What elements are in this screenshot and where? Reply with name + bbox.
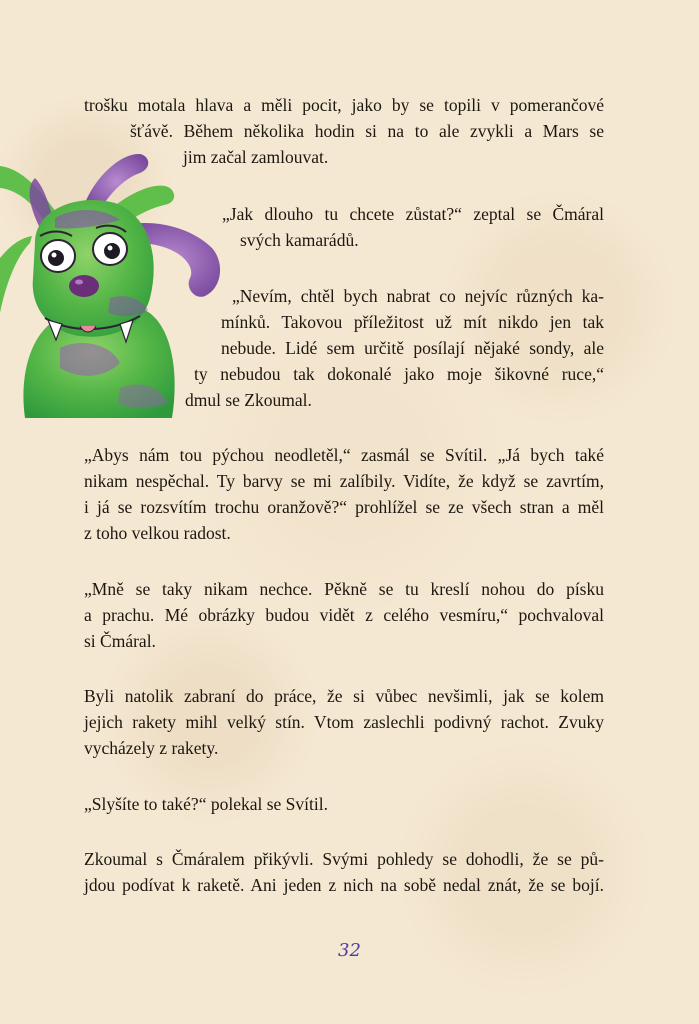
- text-line: dmul se Zkoumal.: [185, 390, 312, 410]
- text-line: Zkoumal s Čmáralem přikývli. Svými pohledy se dohodli, že se pů-: [84, 849, 604, 869]
- text-line: jejich rakety mihl velký stín. Vtom zaslechli podivný rachot. Zvuky: [84, 712, 604, 732]
- text-line: jdou podívat k raketě. Ani jeden z nich na sobě nedal znát, že se bojí.: [84, 875, 604, 895]
- text-line: z toho velkou radost.: [84, 523, 231, 543]
- text-line: šťávě. Během několika hodin si na to ale zvykli a Mars se: [130, 121, 604, 141]
- text-line: nebude. Lidé sem určitě posílají nějaké sondy, ale: [221, 338, 604, 358]
- text-line: mínků. Takovou příležitost už mít nikdo jen tak: [221, 312, 604, 332]
- text-line: Byli natolik zabraní do práce, že si vůbec nevšimli, jak se kolem: [84, 686, 604, 706]
- text-line: „Jak dlouho tu chcete zůstat?“ zeptal se Čmáral: [222, 204, 604, 224]
- text-line: svých kamarádů.: [240, 230, 359, 250]
- text-line: „Mně se taky nikam nechce. Pěkně se tu kreslí nohou do písku: [84, 579, 604, 599]
- text-line: i já se rozsvítím trochu oranžově?“ prohlížel se ze všech stran a měl: [84, 497, 604, 517]
- text-line: a prachu. Mé obrázky budou vidět z celého vesmíru,“ pochvaloval: [84, 605, 604, 625]
- text-line: „Nevím, chtěl bych nabrat co nejvíc různých ka-: [232, 286, 604, 306]
- text-line: jim začal zamlouvat.: [183, 147, 329, 167]
- text-line: „Abys nám tou pýchou neodletěl,“ zasmál se Svítil. „Já bych také: [84, 445, 604, 465]
- text-line: ty nebudou tak dokonalé jako moje šikovné ruce,“: [194, 364, 604, 384]
- page-number: 32: [338, 940, 361, 961]
- text-line: si Čmáral.: [84, 631, 156, 651]
- text-line: trošku motala hlava a měli pocit, jako by se topili v pomerančové: [84, 95, 604, 115]
- text-line: nikam nespěchal. Ty barvy se mi zalíbily. Vidíte, že když se zavrtím,: [84, 471, 604, 491]
- text-line: „Slyšíte to také?“ polekal se Svítil.: [84, 794, 328, 814]
- text-line: vycházely z rakety.: [84, 738, 219, 758]
